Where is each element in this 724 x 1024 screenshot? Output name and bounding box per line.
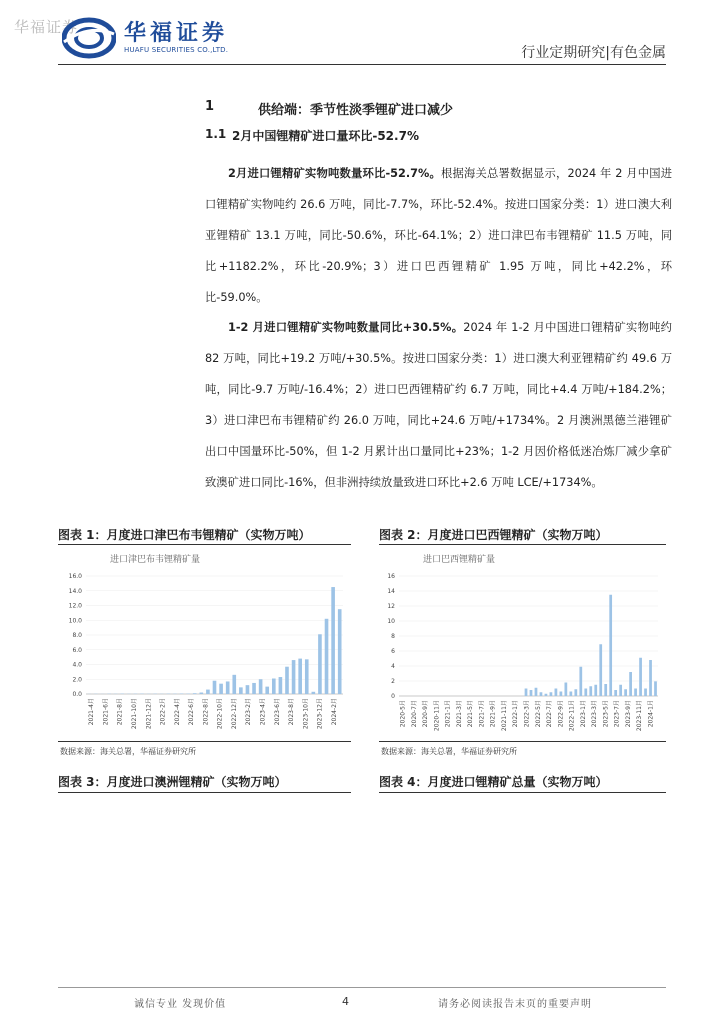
bar	[219, 684, 223, 694]
bar	[619, 685, 622, 696]
bar	[259, 679, 263, 694]
company-name-cn: 华福证券	[124, 21, 229, 46]
bar	[305, 659, 309, 694]
y-tick-label: 6.0	[72, 646, 82, 654]
bar	[535, 688, 538, 696]
x-tick-label: 2022-7月	[546, 700, 554, 728]
x-tick-label: 2021-1月	[444, 700, 452, 728]
x-tick-label: 2021-4月	[88, 698, 96, 726]
chart-title: 进口巴西锂精矿量	[423, 555, 496, 565]
figure-4-rule	[379, 792, 666, 793]
bar	[550, 692, 553, 696]
bar	[634, 689, 637, 697]
y-tick-label: 4	[391, 663, 395, 670]
bar	[624, 689, 627, 696]
x-tick-label: 2021-5月	[467, 700, 475, 728]
x-tick-label: 2020-9月	[422, 700, 430, 728]
y-tick-label: 12	[387, 603, 395, 610]
y-tick-label: 0	[391, 693, 395, 700]
figure-2-title: 图表 2：月度进口巴西锂精矿（实物万吨）	[379, 528, 608, 542]
y-tick-label: 2	[391, 678, 395, 685]
bar	[654, 681, 657, 696]
x-tick-label: 2023-1月	[579, 700, 587, 728]
bar	[338, 609, 342, 694]
section-number: 1	[205, 99, 215, 114]
x-tick-label: 2021-3月	[455, 700, 463, 728]
subsection-title: 2月中国锂精矿进口量环比-52.7%	[232, 129, 419, 143]
footer-disclaimer: 请务必阅读报告末页的重要声明	[438, 999, 592, 1010]
bar	[584, 689, 587, 697]
x-tick-label: 2023-12月	[316, 698, 324, 730]
y-tick-label: 10	[387, 618, 395, 625]
bar	[574, 689, 577, 696]
y-tick-label: 8.0	[72, 632, 82, 639]
section-heading	[205, 99, 454, 118]
x-tick-label: 2024-2月	[330, 698, 338, 726]
x-tick-label: 2023-8月	[288, 698, 296, 726]
x-tick-label: 2023-7月	[613, 700, 621, 728]
report-type: 行业定期研究|有色金属	[521, 45, 666, 61]
figure-2-rule	[379, 544, 666, 545]
bar	[279, 677, 283, 694]
y-tick-label: 16	[387, 573, 395, 580]
x-tick-label: 2022-10月	[216, 698, 224, 730]
bar	[555, 689, 558, 697]
x-tick-label: 2023-10月	[302, 698, 310, 730]
x-tick-label: 2020-11月	[433, 700, 441, 732]
figure-4-title: 图表 4：月度进口锂精矿总量（实物万吨）	[379, 775, 608, 789]
paragraph-2-body: 2024 年 1-2 月中国进口锂精矿实物吨约 82 万吨，同比+19.2 万吨/+30.5%。按进口国家分类：1）进口澳大利亚锂精矿约 49.6 万吨，同比-9.7 万吨/-16.4%；2）进口巴西锂精矿约 6.7 万吨，同比+4.4 万吨/+184.2%；3）进口津巴布韦锂精矿约 26.0 万吨，同比+24.6 万吨/+1734%。2 月澳洲黑德兰港锂矿出口中国量环比-50%，但 1-2 月累计出口量同比+23%；1-2 月因价格低迷冶炼厂减少拿矿致澳矿进口同比-16%，但非洲持续放量致进口环比+2.6 万吨 LCE/+1734%。	[205, 321, 672, 489]
bar	[226, 681, 230, 694]
x-tick-label: 2022-9月	[557, 700, 565, 728]
x-tick-label: 2023-6月	[273, 698, 281, 726]
x-tick-label: 2022-11月	[568, 700, 576, 732]
y-tick-label: 4.0	[72, 661, 82, 669]
figure-1-title: 图表 1：月度进口津巴布韦锂精矿（实物万吨）	[58, 528, 311, 542]
page-number: 4	[342, 995, 349, 1008]
x-tick-label: 2022-3月	[523, 700, 531, 728]
x-tick-label: 2022-5月	[534, 700, 542, 728]
x-tick-label: 2021-8月	[116, 698, 124, 726]
x-tick-label: 2021-6月	[102, 698, 110, 726]
x-tick-label: 2022-1月	[512, 700, 520, 728]
bar	[644, 689, 647, 697]
footer-divider	[58, 987, 666, 988]
bar	[285, 667, 289, 694]
bar	[252, 683, 256, 694]
y-tick-label: 12.0	[68, 602, 82, 610]
chart-zimbabwe	[58, 546, 351, 740]
bar	[604, 684, 607, 696]
y-tick-label: 10.0	[68, 617, 82, 625]
subsection-heading	[205, 127, 419, 143]
y-tick-label: 16.0	[68, 573, 82, 580]
x-tick-label: 2023-2月	[245, 698, 253, 726]
bar	[318, 634, 322, 694]
bar	[579, 667, 582, 696]
bar	[545, 694, 548, 696]
x-tick-label: 2021-10月	[130, 698, 138, 730]
bar	[265, 687, 269, 694]
company-name-en: HUAFU SECURITIES CO.,LTD.	[124, 46, 229, 54]
bar	[331, 587, 335, 694]
bar	[312, 692, 316, 694]
bar	[298, 659, 302, 694]
x-tick-label: 2023-4月	[259, 698, 267, 726]
x-tick-label: 2021-11月	[500, 700, 508, 732]
figure-1-source: 数据来源：海关总署，华福证券研究所	[60, 747, 196, 756]
bar	[649, 660, 652, 696]
bar	[213, 681, 217, 694]
x-tick-label: 2023-11月	[636, 700, 644, 732]
paragraph-2	[205, 312, 672, 498]
bar	[200, 693, 204, 694]
bar	[629, 672, 632, 696]
figure-3-title: 图表 3：月度进口澳洲锂精矿（实物万吨）	[58, 775, 287, 789]
y-tick-label: 14.0	[68, 587, 82, 595]
x-tick-label: 2021-7月	[478, 700, 486, 728]
bar	[325, 619, 329, 694]
bar	[193, 693, 197, 694]
paragraph-1-body: 根据海关总署数据显示，2024 年 2 月中国进口锂精矿实物吨约 26.6 万吨，同比-7.7%，环比-52.4%。按进口国家分类：1）进口澳大利亚锂精矿 13.1 万吨，同比-50.6%，环比-64.1%；2）进口津巴布韦锂精矿 11.5 万吨，同比+1182.2%，环比-20.9%；3）进口巴西锂精矿 1.95 万吨，同比+42.2%，环比-59.0%。	[205, 167, 673, 304]
x-tick-label: 2022-8月	[202, 698, 210, 726]
bar	[569, 692, 572, 697]
bar	[232, 675, 236, 694]
figure-1-rule	[58, 544, 351, 545]
bar	[609, 595, 612, 696]
bar	[239, 687, 243, 694]
figure-2-source: 数据来源：海关总署，华福证券研究所	[381, 747, 517, 756]
y-tick-label: 14	[387, 588, 395, 595]
bar	[525, 689, 528, 697]
x-tick-label: 2022-2月	[159, 698, 167, 726]
figure-3-rule	[58, 792, 351, 793]
bar	[639, 658, 642, 696]
x-tick-label: 2021-12月	[145, 698, 153, 730]
bar	[599, 644, 602, 696]
x-tick-label: 2020-5月	[399, 700, 407, 728]
bar	[614, 690, 617, 696]
bar	[589, 686, 592, 696]
bar	[530, 690, 533, 696]
section-title: 供给端：季节性淡季锂矿进口减少	[258, 103, 454, 118]
bar	[292, 660, 296, 694]
footer-slogan: 诚信专业 发现价值	[134, 999, 227, 1010]
paragraph-2-lead: 1-2 月进口锂精矿实物吨数量同比+30.5%。	[228, 321, 464, 334]
y-tick-label: 0.0	[72, 691, 82, 698]
bar	[594, 685, 597, 696]
header-divider	[58, 64, 666, 65]
bar	[246, 685, 250, 694]
paragraph-1-lead: 2月进口锂精矿实物吨数量环比-52.7%。	[228, 167, 442, 180]
x-tick-label: 2023-9月	[624, 700, 632, 728]
bar	[272, 679, 276, 694]
paragraph-1	[205, 158, 672, 313]
x-tick-label: 2021-9月	[489, 700, 497, 728]
figure-1-rule-bottom	[58, 741, 351, 742]
figure-2-rule-bottom	[379, 741, 666, 742]
bar	[560, 692, 563, 697]
x-tick-label: 2022-12月	[230, 698, 238, 730]
y-tick-label: 8	[391, 633, 395, 640]
chart-brazil	[379, 546, 666, 740]
y-tick-label: 6	[391, 648, 395, 655]
bar	[206, 690, 210, 694]
logo-icon	[62, 16, 116, 60]
x-tick-label: 2020-7月	[410, 700, 418, 728]
x-tick-label: 2024-1月	[647, 700, 655, 728]
bar	[564, 683, 567, 697]
x-tick-label: 2022-4月	[173, 698, 181, 726]
chart-title: 进口津巴布韦锂精矿量	[110, 555, 201, 565]
x-tick-label: 2023-5月	[602, 700, 610, 728]
x-tick-label: 2023-3月	[591, 700, 599, 728]
subsection-number: 1.1	[205, 127, 227, 141]
watermark: 华福证券	[14, 18, 79, 36]
x-tick-label: 2022-6月	[188, 698, 196, 726]
bar	[540, 692, 543, 696]
y-tick-label: 2.0	[72, 676, 82, 684]
